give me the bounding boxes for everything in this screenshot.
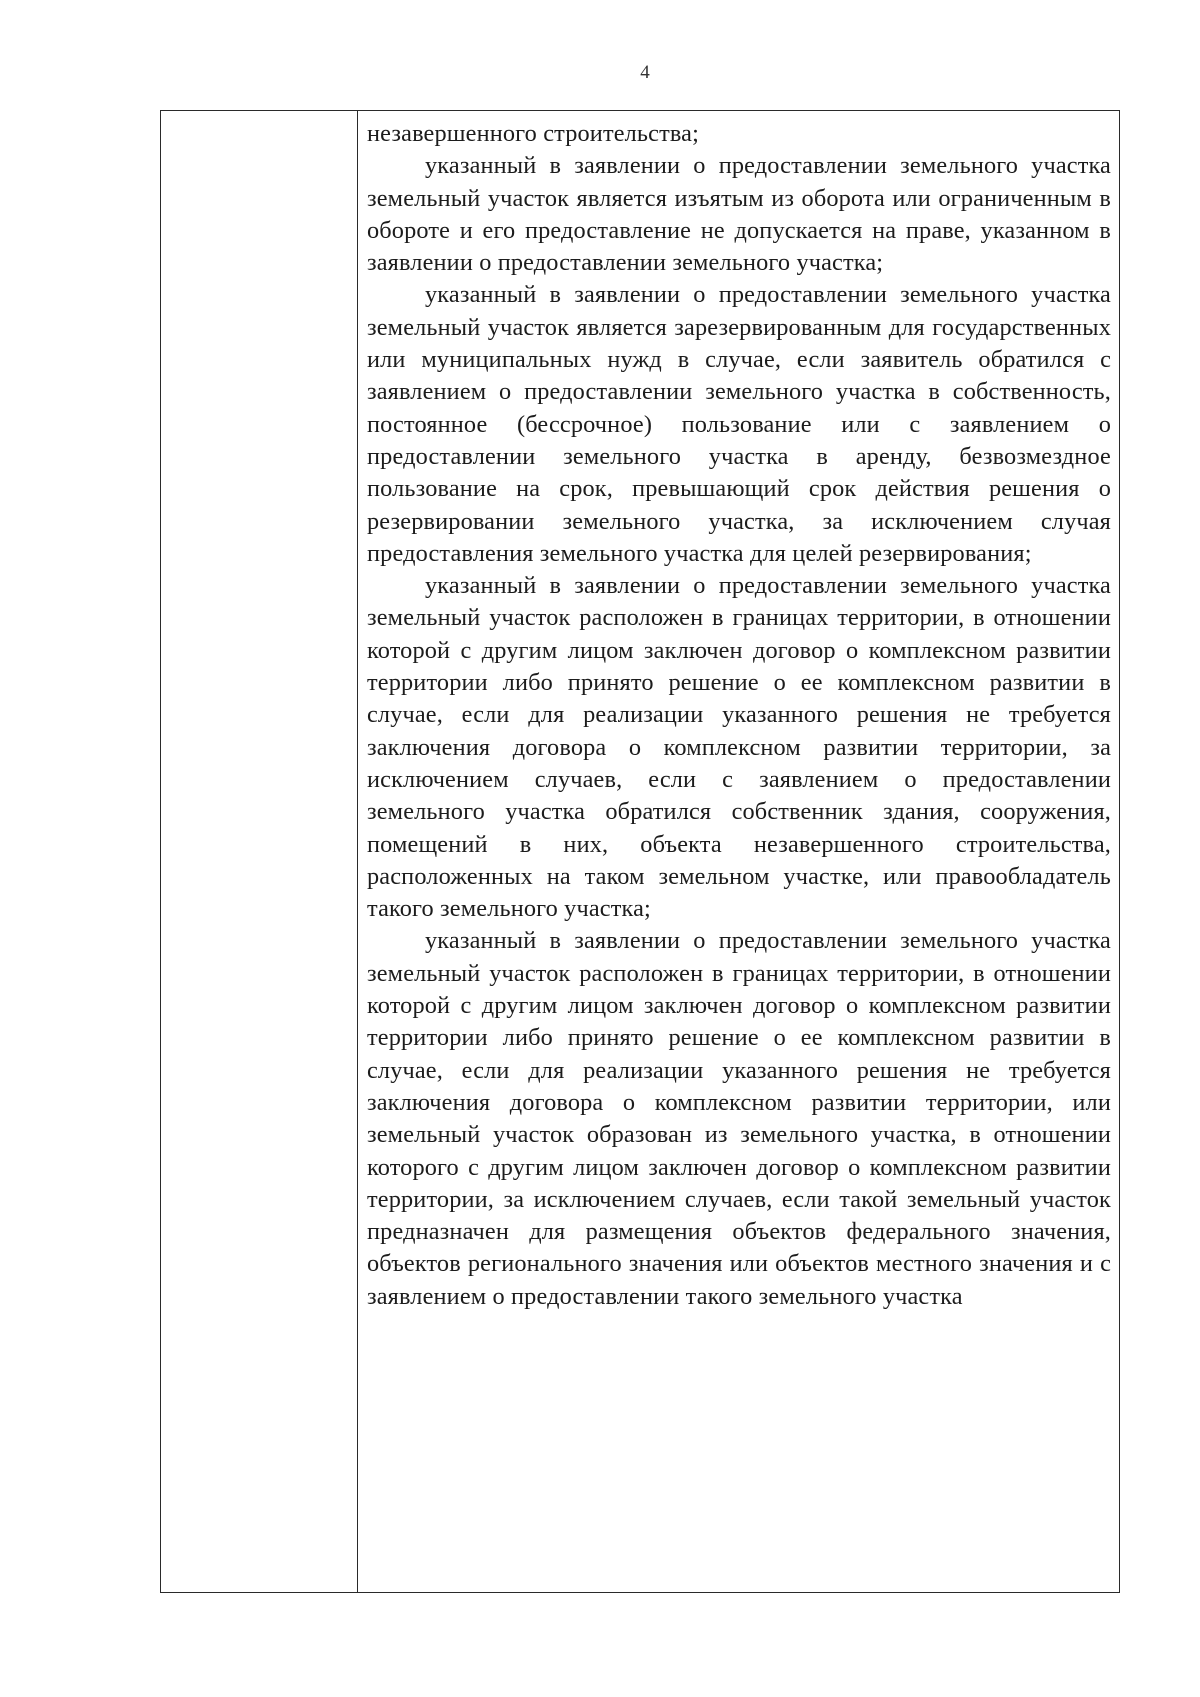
paragraph-complex-development-contract: указанный в заявлении о предоставлении земельного участка земельный участок расположен в границах территории, в отношении которой с другим лицом заключен договор о комплексном развитии территории либо принято решение о ее комплексном развитии в случае, если для реализации указанного решения не требуется заключения договора о комплексном развитии территории, или земельный участок образован из земельного участка, в отношении которого с другим лицом заключен договор о комплексном развитии территории, за исключением случаев, если такой земельный участок предназначен для размещения объектов федерального значения, объектов регионального значения или объектов местного значения и с заявлением о предоставлении такого земельного участка (367, 927, 1111, 1310)
paragraph-continuation: незавершенного строительства; (367, 120, 700, 147)
page-number: 4 (640, 62, 650, 83)
paragraph-restricted-land: указанный в заявлении о предоставлении земельного участка земельный участок является изъятым из оборота или ограниченным в обороте и его предоставление не допускается на праве, указанном в заявлении о предоставлении земельного участка; (367, 152, 1111, 277)
document-table (160, 110, 1120, 1593)
paragraph-reserved-land: указанный в заявлении о предоставлении земельного участка земельный участок является зарезервированным для государственных или муниципальных нужд в случае, если заявитель обратился с заявлением о предоставлении земельного участка в собственность, постоянное (бессрочное) пользование или с заявлением о предоставлении земельного участка в аренду, безвозмездное пользование на срок, превышающий срок действия решения о резервировании земельного участка, за исключением случая предоставления земельного участка для целей резервирования; (367, 281, 1111, 567)
table-left-column (161, 111, 358, 1592)
table-right-column (359, 111, 1119, 1592)
paragraph-complex-development: указанный в заявлении о предоставлении земельного участка земельный участок расположен в границах территории, в отношении которой с другим лицом заключен договор о комплексном развитии территории либо принято решение о ее комплексном развитии в случае, если для реализации указанного решения не требуется заключения договора о комплексном развитии территории, за исключением случаев, если с заявлением о предоставлении земельного участка обратился собственник здания, сооружения, помещений в них, объекта незавершенного строительства, расположенных на таком земельном участке, или правообладатель такого земельного участка; (367, 572, 1111, 923)
